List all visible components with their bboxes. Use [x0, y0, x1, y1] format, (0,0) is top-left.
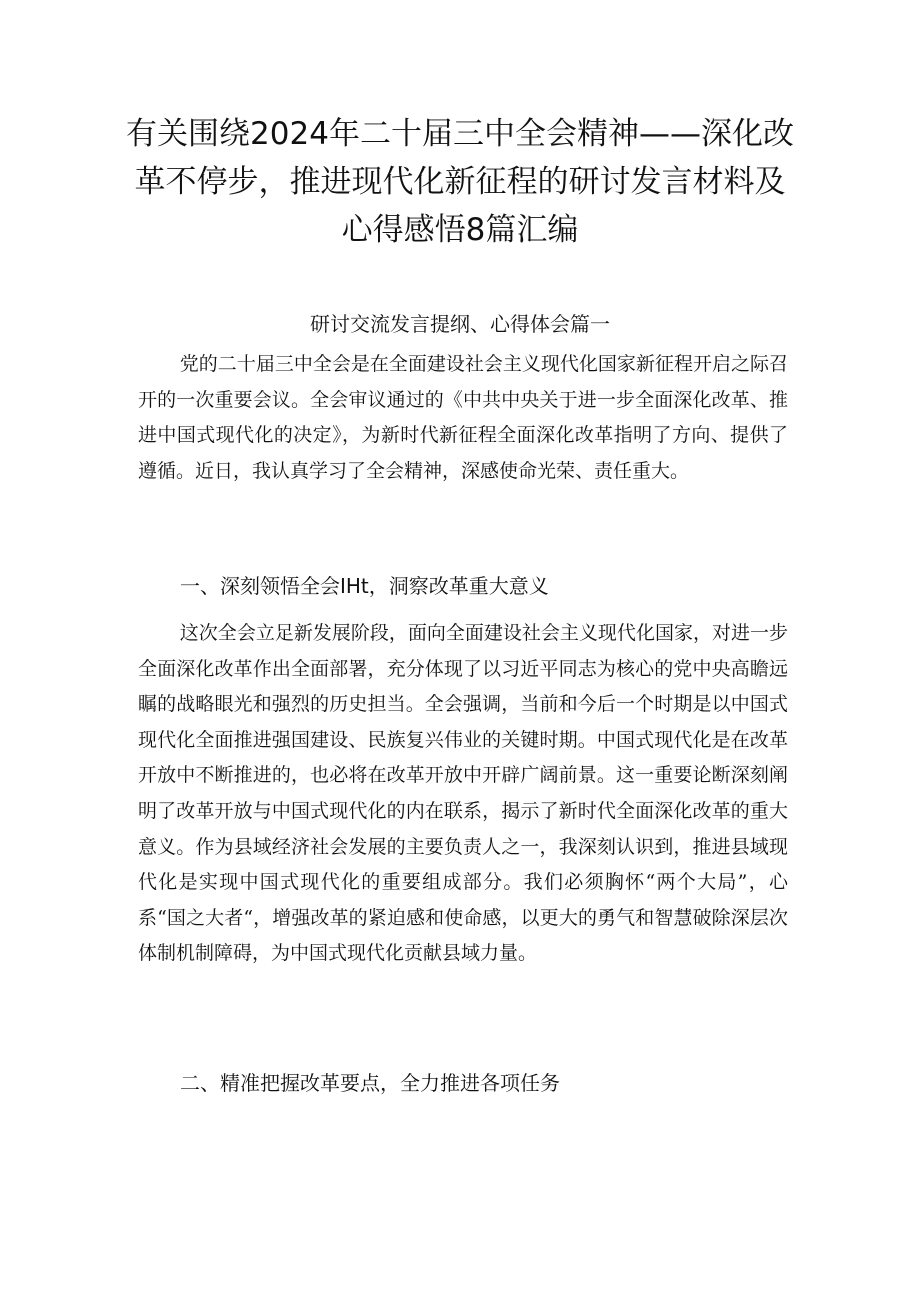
heading-one: 一、深刻领悟全会IHt，洞察改革重大意义	[180, 574, 549, 598]
section-title: 研讨交流发言提纲、心得体会篇一	[310, 312, 610, 336]
paragraph-significance: 这次全会立足新发展阶段，面向全面建设社会主义现代化国家，对进一步全面深化改革作出全面部署，充分体现了以习近平同志为核心的党中央高瞻远瞩的战略眼光和强烈的历史担当。全会强调，当前和今后一个时期是以中国式现代化全面推进强国建设、民族复兴伟业的关键时期。中国式现代化是在改革开放中不断推进的，也必将在改革开放中开辟广阔前景。这一重要论断深刻阐明了改革开放与中国式现代化的内在联系，揭示了新时代全面深化改革的重大意义。作为县域经济社会发展的主要负责人之一，我深刻认识到，推进县域现代化是实现中国式现代化的重要组成部分。我们必须胸怀“两个大局”，心系“国之大者“，增强改革的紧迫感和使命感，以更大的勇气和智慧破除深层次体制机制障碍，为中国式现代化贡献县域力量。	[138, 622, 788, 965]
heading-two: 二、精准把握改革要点，全力推进各项任务	[180, 1071, 560, 1095]
document-title: 有关围绕2024年二十届三中全会精神——深化改革不停步，推进现代化新征程的研讨发言材料及心得感悟8篇汇编	[126, 116, 794, 248]
paragraph-intro: 党的二十届三中全会是在全面建设社会主义现代化国家新征程开启之际召开的一次重要会议。全会审议通过的《中共中央关于进一步全面深化改革、推进中国式现代化的决定》，为新时代新征程全面深化改革指明了方向、提供了遵循。近日，我认真学习了全会精神，深感使命光荣、责任重大。	[138, 353, 788, 482]
